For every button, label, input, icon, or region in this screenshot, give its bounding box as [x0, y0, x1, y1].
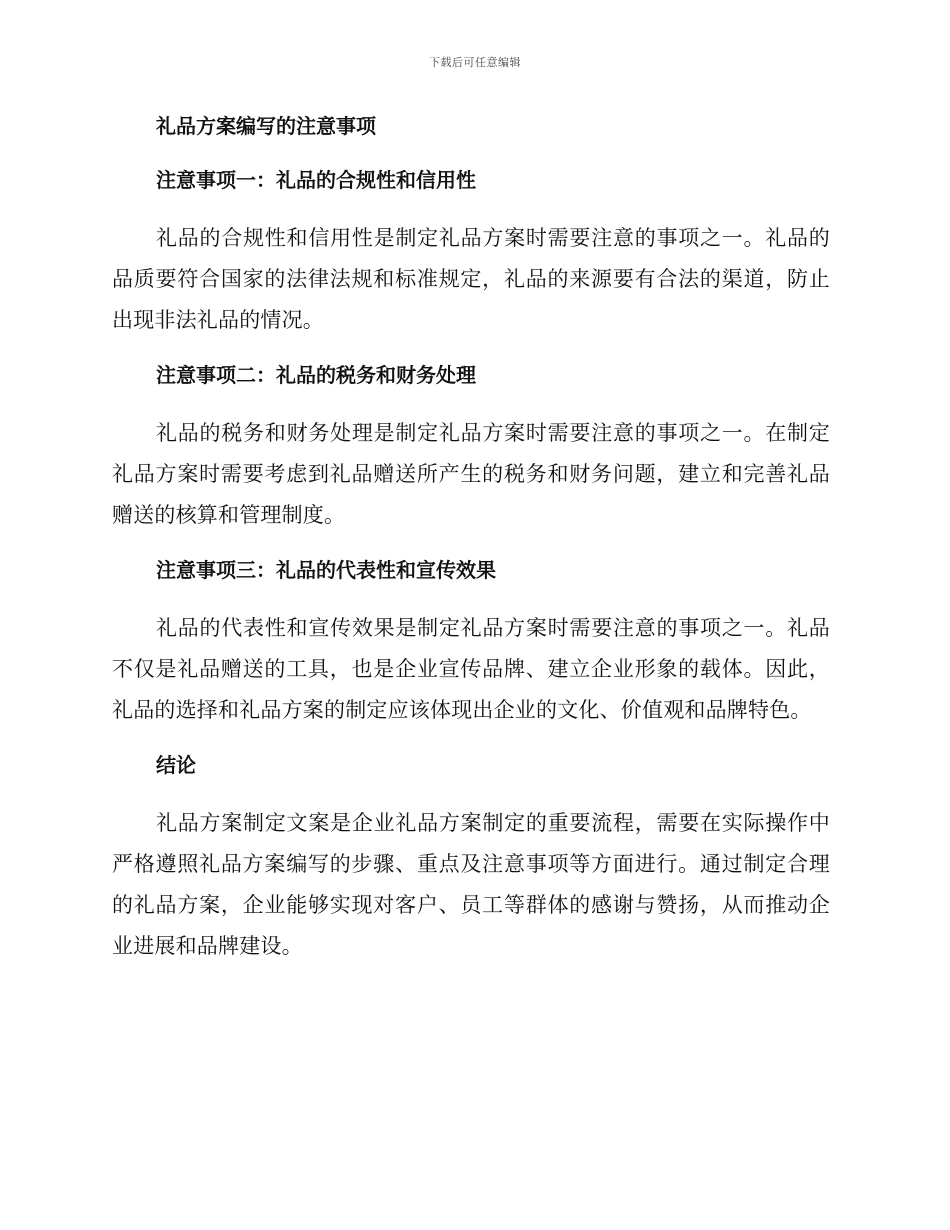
conclusion-heading: 结论	[156, 753, 196, 777]
page-header-note: 下载后可任意编辑	[429, 56, 521, 69]
section-paragraph-2: 礼品的税务和财务处理是制定礼品方案时需要注意的事项之一。在制定礼品方案时需要考虑到礼品赠送所产生的税务和财务问题，建立和完善礼品赠送的核算和管理制度。	[112, 421, 830, 527]
document-body	[112, 110, 830, 985]
section-paragraph-3: 礼品的代表性和宣传效果是制定礼品方案时需要注意的事项之一。礼品不仅是礼品赠送的工具，也是企业宣传品牌、建立企业形象的载体。因此，礼品的选择和礼品方案的制定应该体现出企业的文化、价值观和品牌特色。	[112, 616, 830, 722]
document-title: 礼品方案编写的注意事项	[156, 114, 376, 138]
section-heading-2: 注意事项二：礼品的税务和财务处理	[156, 363, 476, 387]
section-heading-3: 注意事项三：礼品的代表性和宣传效果	[156, 558, 496, 582]
section-heading-1: 注意事项一：礼品的合规性和信用性	[156, 168, 476, 192]
conclusion-paragraph: 礼品方案制定文案是企业礼品方案制定的重要流程，需要在实际操作中严格遵照礼品方案编写的步骤、重点及注意事项等方面进行。通过制定合理的礼品方案，企业能够实现对客户、员工等群体的感谢与赞扬，从而推动企业进展和品牌建设。	[112, 811, 830, 958]
section-paragraph-1: 礼品的合规性和信用性是制定礼品方案时需要注意的事项之一。礼品的品质要符合国家的法律法规和标准规定，礼品的来源要有合法的渠道，防止出现非法礼品的情况。	[112, 226, 830, 332]
